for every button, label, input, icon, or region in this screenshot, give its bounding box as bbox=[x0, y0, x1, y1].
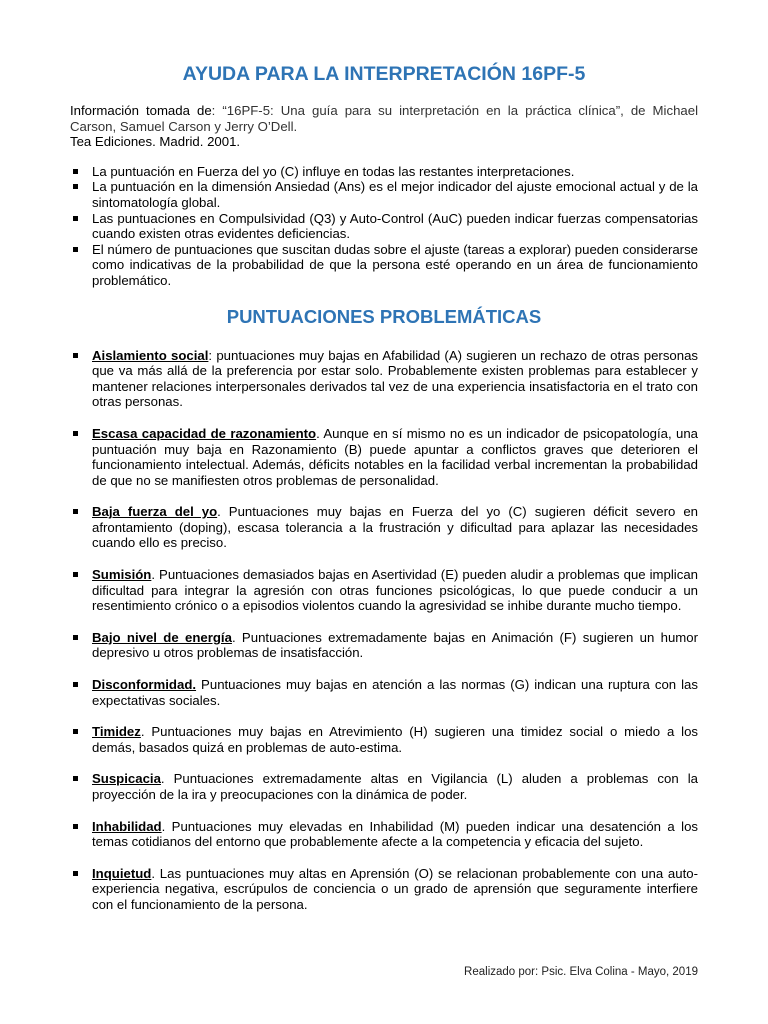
problem-description: . Puntuaciones muy elevadas en Inhabilidad (M) pueden indicar una desatención a los temas cotidianos del entorno que probablemente afecte a la competencia y eficacia del sujeto. bbox=[92, 818, 698, 850]
problem-description: : puntuaciones muy bajas en Afabilidad (A) sugieren un rechazo de otras personas que va más allá de la preferencia por estar solo. Probablemente existen problemas para establecer y mantener relaciones interpersonales derivados tal vez de una experiencia insatisfactoria en el trato con otras personas. bbox=[92, 347, 699, 410]
problem-description: . Aunque en sí mismo no es un indicador de psicopatología, una puntuación muy baja en Razonamiento (B) puede apuntar a conflictos graves que deterioren el funcionamiento intelectual. Además, déficits notables en la facilidad verbal incrementan la probabilidad de que no se manifiesten otros problemas de personalidad. bbox=[92, 425, 698, 488]
source-citation bbox=[70, 103, 698, 150]
problem-term: Suspicacia bbox=[92, 771, 161, 787]
problem-item bbox=[70, 771, 698, 802]
intro-bullet-item: La puntuación en Fuerza del yo (C) influye en todas las restantes interpretaciones. bbox=[70, 164, 698, 180]
source-quote: : “16PF-5: Una guía para su interpretación en la práctica clínica”, de Michael Carson, Samuel Carson y Jerry O’Dell. bbox=[70, 103, 699, 134]
problem-description: . Puntuaciones extremadamente bajas en Animación (F) sugieren un humor depresivo u otros problemas de insatisfacción. bbox=[92, 629, 698, 661]
problem-item bbox=[70, 866, 698, 913]
problem-scores-list bbox=[70, 348, 698, 913]
problem-item bbox=[70, 630, 698, 661]
intro-bullet-item: El número de puntuaciones que suscitan dudas sobre el ajuste (tareas a explorar) pueden considerarse como indicativas de la probabilidad de que la persona esté operando en un área de funcionamiento problemático. bbox=[70, 242, 698, 289]
problem-term: Baja fuerza del yo bbox=[92, 504, 218, 520]
problem-item bbox=[70, 504, 698, 551]
problem-item bbox=[70, 677, 698, 708]
problem-description: . Puntuaciones demasiados bajas en Asertividad (E) pueden aludir a problemas que implican dificultad para integrar la agresión con otras funciones psicológicas, lo que puede conducir a un resentimiento crónico o a episodios violentos cuando la agresividad se inhibe durante mucho tiempo. bbox=[92, 567, 698, 614]
section-title: PUNTUACIONES PROBLEMÁTICAS bbox=[226, 305, 542, 327]
problem-description: . Las puntuaciones muy altas en Aprensión (O) se relacionan probablemente con una auto-experiencia negativa, escrúpulos de conciencia o un grado de aprensión que seguramente interfiere con el funcionamiento de la persona. bbox=[92, 865, 698, 912]
problem-term: Inhabilidad bbox=[92, 818, 162, 834]
source-label: Información tomada de bbox=[70, 103, 212, 118]
problem-item bbox=[70, 348, 698, 410]
problem-description: . Puntuaciones muy bajas en Atrevimiento (H) sugieren una timidez social o miedo a los demás, basados quizá en problemas de auto-estima. bbox=[92, 724, 698, 755]
intro-bullet-list bbox=[70, 164, 698, 289]
source-publisher: Tea Ediciones. Madrid. 2001. bbox=[70, 134, 241, 150]
problem-term: Timidez bbox=[92, 724, 141, 740]
intro-bullet-item: Las puntuaciones en Compulsividad (Q3) y Auto-Control (AuC) pueden indicar fuerzas compensatorias cuando existen otras evidentes deficiencias. bbox=[70, 211, 698, 242]
problem-description: Puntuaciones muy bajas en atención a las normas (G) indican una ruptura con las expectativas sociales. bbox=[92, 677, 698, 708]
problem-term: Escasa capacidad de razonamiento bbox=[92, 425, 317, 441]
document-title: AYUDA PARA LA INTERPRETACIÓN 16PF-5 bbox=[182, 63, 586, 85]
problem-term: Sumisión bbox=[92, 567, 152, 583]
problem-term: Bajo nivel de energía bbox=[92, 629, 232, 645]
problem-item bbox=[70, 567, 698, 614]
problem-term: Inquietud bbox=[92, 865, 152, 881]
problem-item bbox=[70, 819, 698, 850]
problem-description: . Puntuaciones muy bajas en Fuerza del yo (C) sugieren déficit severo en afrontamiento (doping), escasa tolerancia a la frustración y dificultad para aplazar las necesidades cuando ello es preciso. bbox=[92, 504, 698, 551]
problem-item bbox=[70, 426, 698, 488]
document-page bbox=[70, 62, 698, 929]
footer-credit: Realizado por: Psic. Elva Colina - Mayo, 2019 bbox=[464, 966, 698, 978]
problem-item bbox=[70, 724, 698, 755]
problem-term: Aislamiento social bbox=[92, 347, 209, 363]
problem-term: Disconformidad. bbox=[92, 677, 197, 693]
intro-bullet-item: La puntuación en la dimensión Ansiedad (Ans) es el mejor indicador del ajuste emocional actual y de la sintomatología global. bbox=[70, 179, 698, 210]
problem-description: . Puntuaciones extremadamente altas en Vigilancia (L) aluden a problemas con la proyección de la ira y preocupaciones con la dinámica de poder. bbox=[92, 771, 698, 802]
